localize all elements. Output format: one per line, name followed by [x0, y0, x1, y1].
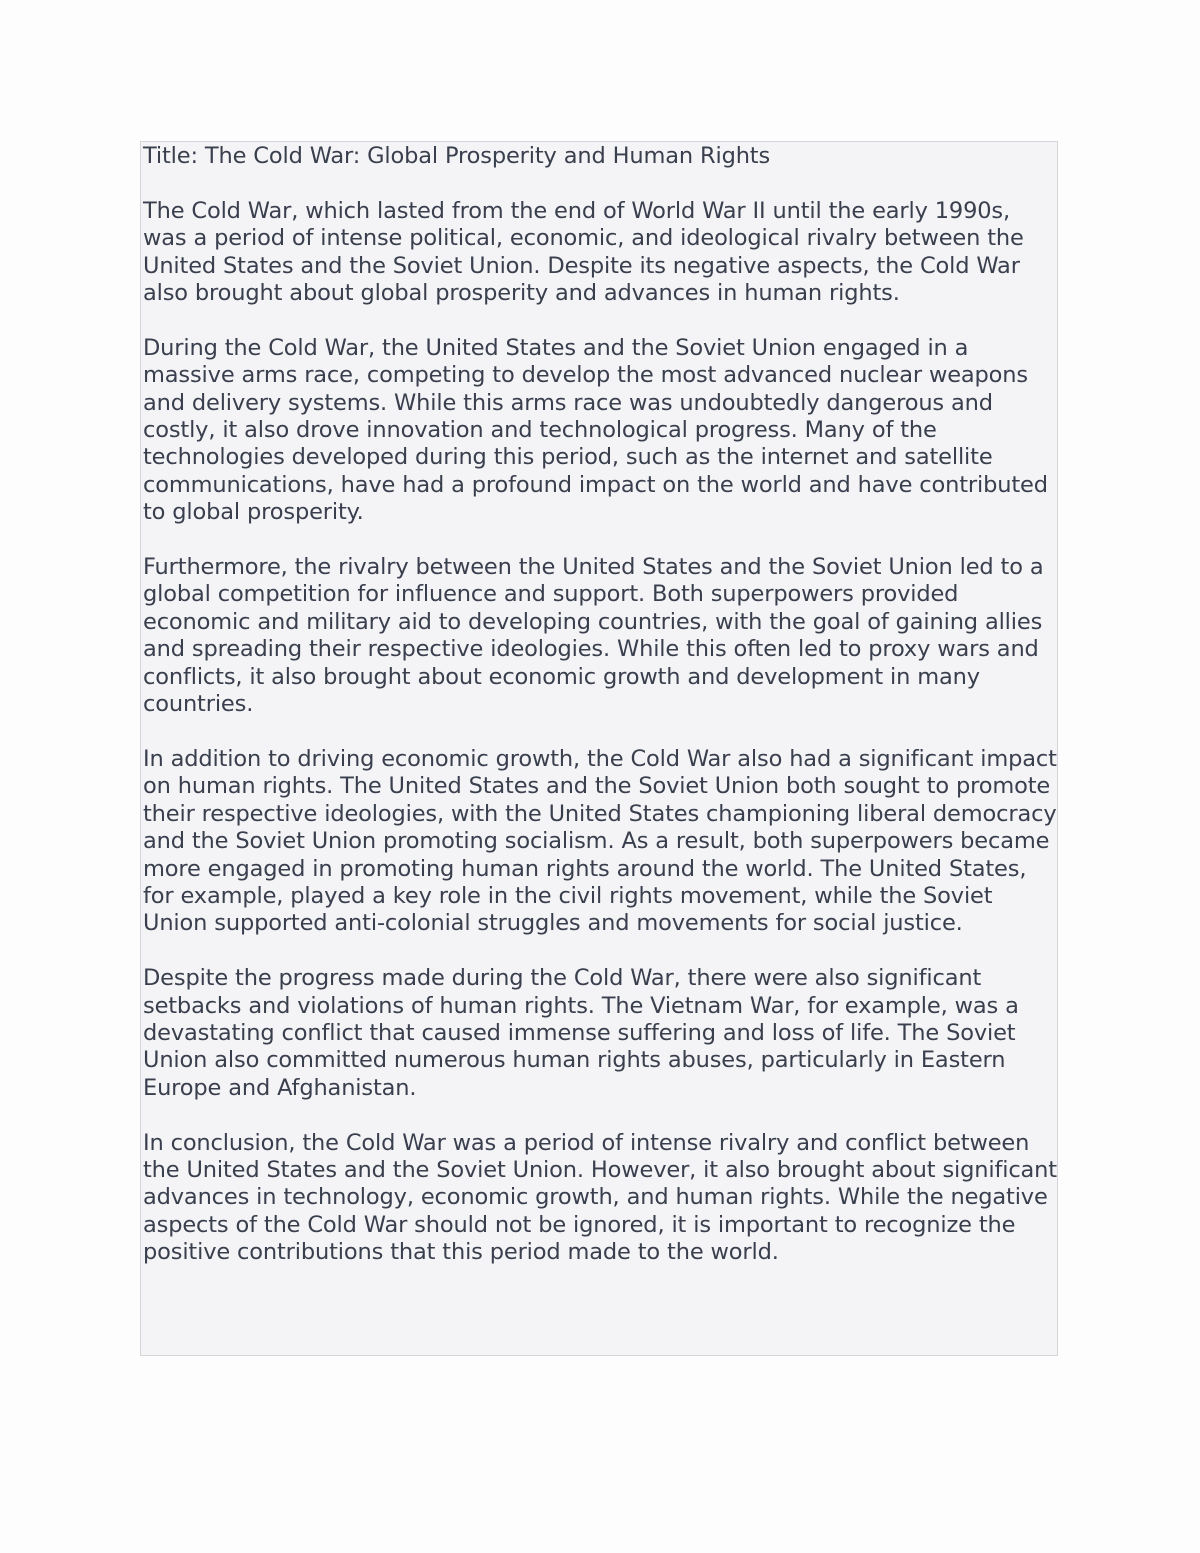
paragraph-3: Furthermore, the rivalry between the United States and the Soviet Union led to a global competition for influence and support. Both superpowers provided economic and military aid to developing countries, with the goal of gaining allies and spreading their respective ideologies. While this often led to proxy wars and conflicts, it also brought about economic growth and development in many countries.	[143, 554, 1044, 718]
document-body	[143, 142, 1057, 1267]
document-text-box	[140, 141, 1058, 1356]
paragraph-2: During the Cold War, the United States and the Soviet Union engaged in a massive arms race, competing to develop the most advanced nuclear weapons and delivery systems. While this arms race was undoubtedly dangerous and costly, it also drove innovation and technological progress. Many of the technologies developed during this period, such as the internet and satellite communications, have had a profound impact on the world and have contributed to global prosperity.	[143, 334, 1048, 526]
paragraph-4: In addition to driving economic growth, the Cold War also had a significant impact on human rights. The United States and the Soviet Union both sought to promote their respective ideologies, with the United States championing liberal democracy and the Soviet Union promoting socialism. As a result, both superpowers became more engaged in promoting human rights around the world. The United States, for example, played a key role in the civil rights movement, while the Soviet Union supported anti-colonial struggles and movements for social justice.	[143, 745, 1057, 937]
paragraph-1: The Cold War, which lasted from the end of World War II until the early 1990s, was a period of intense political, economic, and ideological rivalry between the United States and the Soviet Union. Despite its negative aspects, the Cold War also brought about global prosperity and advances in human rights.	[143, 197, 1024, 307]
document-title: Title: The Cold War: Global Prosperity and Human Rights	[143, 143, 771, 169]
paragraph-5: Despite the progress made during the Cold War, there were also significant setbacks and violations of human rights. The Vietnam War, for example, was a devastating conflict that caused immense suffering and loss of life. The Soviet Union also committed numerous human rights abuses, particularly in Eastern Europe and Afghanistan.	[143, 965, 1019, 1101]
paragraph-6: In conclusion, the Cold War was a period of intense rivalry and conflict between the United States and the Soviet Union. However, it also brought about significant advances in technology, economic growth, and human rights. While the negative aspects of the Cold War should not be ignored, it is important to recognize the positive contributions that this period made to the world.	[143, 1129, 1057, 1266]
